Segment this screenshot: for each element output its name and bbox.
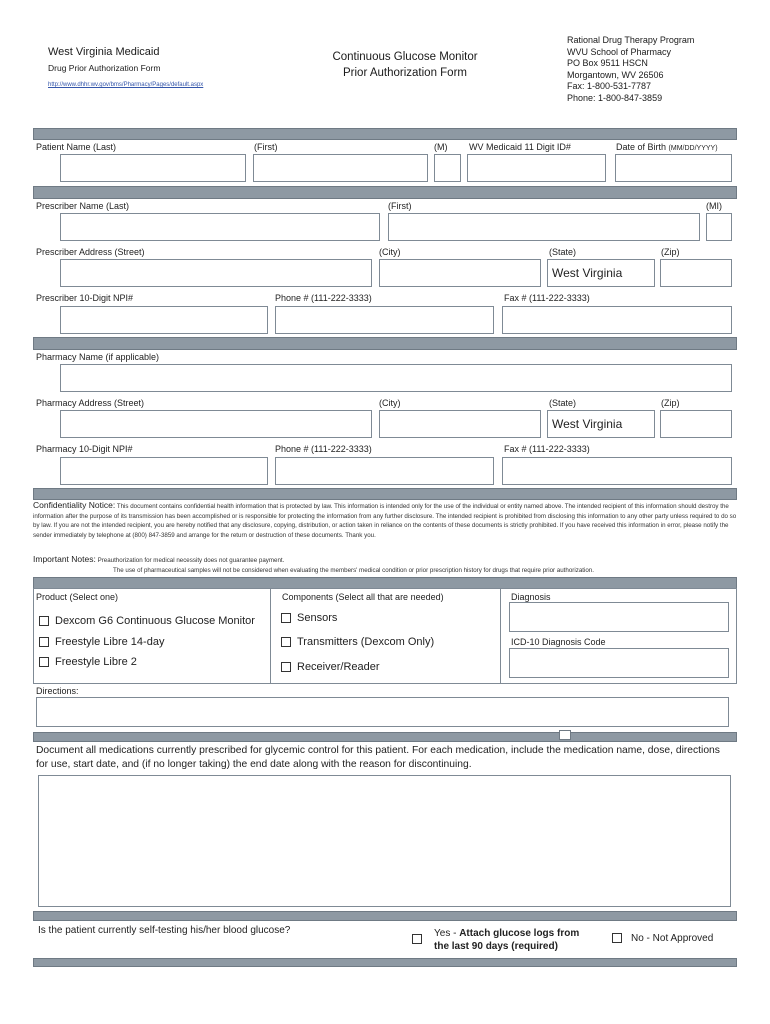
prescriber-street-input[interactable] [60,259,372,287]
confidentiality-notice [33,501,737,540]
section-bar-pharmacy [33,337,737,350]
self-test-question: Is the patient currently self-testing his/her blood glucose? [38,925,291,936]
dob-format: (MM/DD/YYYY) [668,145,718,152]
section-bar-notice [33,488,737,500]
prescriber-zip-label: (Zip) [661,247,680,257]
medicaid-id-label: WV Medicaid 11 Digit ID# [469,142,571,152]
pharmacy-state-input[interactable] [547,410,655,438]
yes-line2 [434,941,579,954]
pharmacy-name-label: Pharmacy Name (if applicable) [36,352,160,362]
section-bar-prescriber [33,186,737,199]
pharmacy-zip-label: (Zip) [661,398,680,408]
contact-line: WVU School of Pharmacy [567,46,672,57]
prescriber-city-label: (City) [379,247,401,257]
program-name: West Virginia Medicaid [48,46,160,58]
pharmacy-city-label: (City) [379,398,401,408]
contact-block [567,35,694,104]
diagnosis-input[interactable] [509,602,729,632]
components-header: Components (Select all that are needed) [282,592,444,602]
medications-instructions: Document all medications currently prescribed for glycemic control for this patient. For each medication, include the medication name, dose, directions for use, start date, and (if no longer taking) the end date along with the reason for discontinuing. [36,745,720,770]
contact-line: Fax: 1-800-531-7787 [567,81,652,91]
section-bar-patient [33,128,737,140]
component-option-receiver[interactable] [281,661,380,673]
dob-label-text: Date of Birth [616,142,667,152]
directions-input[interactable] [36,697,729,727]
prescriber-mi-input[interactable] [706,213,732,241]
prescriber-state-label: (State) [549,247,577,257]
pharmacy-state-label: (State) [549,398,577,408]
form-subtitle: Drug Prior Authorization Form [48,63,161,73]
checkbox[interactable] [281,613,291,623]
program-link[interactable]: http://www.dhhr.wv.gov/bms/Pharmacy/Pages/default.aspx [48,82,204,88]
prescriber-fax-label: Fax # (111-222-3333) [504,293,590,303]
yes-bold1: Attach glucose logs from [459,928,580,939]
prescriber-state-input[interactable] [547,259,655,287]
contact-line: PO Box 9511 HSCN [567,58,648,68]
checkbox[interactable] [39,657,49,667]
confidentiality-text: This document contains confidential health information that is protected by law. This information is intended only for the use of the individual or entity named above. The intended recipient of this information should destroy the information after the purpose of its transmission has been accomplished or is responsible for protecting the information from any further disclosure. The intended recipient is prohibited from disclosing this information to any other party unless required to do so by law. If you are not the intended recipient, you are hereby notified that any disclosure, copying, distribution, or action taken in reliance on the contents of these documents is strictly prohibited. If you have received this information in error, please notify the sender immediately by telephone at (800) 847-3859 and arrange for the return or destruction of these documents. Thank you. [33,503,737,539]
pharmacy-phone-label: Phone # (111-222-3333) [275,444,372,454]
yes-line1 [434,928,579,941]
patient-mi-input[interactable] [434,154,461,182]
prescriber-first-label: (First) [388,201,412,211]
component-option-sensors[interactable] [281,612,337,624]
divider [270,588,271,684]
medications-input[interactable] [38,775,731,907]
section-bar-selftest [33,911,737,921]
diagnosis-header: Diagnosis [511,592,551,602]
confidentiality-label: Confidentiality Notice: [33,500,116,510]
form-title-line2: Prior Authorization Form [343,67,467,79]
important-label: Important Notes: [33,554,96,564]
contact-line: Phone: 1-800-847-3859 [567,92,663,103]
checkbox[interactable] [412,934,422,944]
product-option-libre2[interactable] [39,656,137,668]
prescriber-phone-label: Phone # (111-222-3333) [275,293,372,303]
prescriber-city-input[interactable] [379,259,541,287]
checkbox[interactable] [281,662,291,672]
checkbox[interactable] [281,637,291,647]
important-notes [33,555,737,566]
form-title [300,49,510,81]
section-bar-bottom [33,958,737,967]
important-line1: Preauthorization for medical necessity does not guarantee payment. [97,557,285,564]
option-label: Freestyle Libre 2 [55,656,137,668]
icd-input[interactable] [509,648,729,678]
product-option-libre14[interactable] [39,636,164,648]
prescriber-zip-input[interactable] [660,259,732,287]
prescriber-npi-label: Prescriber 10-Digit NPI# [36,293,134,303]
medicaid-id-input[interactable] [467,154,606,182]
prescriber-last-input[interactable] [60,213,380,241]
section-bar-medications [33,732,737,742]
prescriber-npi-input[interactable] [60,306,268,334]
pharmacy-fax-label: Fax # (111-222-3333) [504,444,590,454]
pharmacy-fax-input[interactable] [502,457,732,485]
patient-first-label: (First) [254,142,278,152]
checkbox[interactable] [39,616,49,626]
icd-label: ICD-10 Diagnosis Code [511,637,606,647]
divider [500,588,501,684]
pharmacy-zip-input[interactable] [660,410,732,438]
checkbox[interactable] [39,637,49,647]
patient-mi-label: (M) [434,142,448,152]
yes-prefix: Yes - [434,928,460,939]
self-test-yes-text [434,928,579,953]
product-header: Product (Select one) [36,592,119,602]
contact-line: Rational Drug Therapy Program [567,35,695,45]
patient-last-label: Patient Name (Last) [36,142,117,152]
prescriber-first-input[interactable] [388,213,700,241]
pharmacy-npi-input[interactable] [60,457,268,485]
pharmacy-state-value: West Virginia [552,417,623,431]
pharmacy-phone-input[interactable] [275,457,494,485]
component-option-transmitters[interactable] [281,636,434,648]
option-label: Dexcom G6 Continuous Glucose Monitor [55,615,255,627]
no-label: No - Not Approved [631,933,714,944]
contact-line: Morgantown, WV 26506 [567,69,664,80]
self-test-no-option[interactable] [612,933,713,944]
pharmacy-npi-label: Pharmacy 10-Digit NPI# [36,444,133,454]
dob-label [616,142,718,152]
pharmacy-name-input[interactable] [60,364,732,392]
checkbox[interactable] [612,933,622,943]
pharmacy-street-label: Pharmacy Address (Street) [36,398,145,408]
header [0,0,770,125]
product-option-dexcom[interactable] [39,615,255,627]
yes-bold2: the last 90 days (required) [434,940,558,952]
prescriber-mi-label: (MI) [706,201,722,211]
option-label: Sensors [297,612,338,624]
patient-first-input[interactable] [253,154,428,182]
prescriber-fax-input[interactable] [502,306,732,334]
patient-last-input[interactable] [60,154,246,182]
prescriber-street-label: Prescriber Address (Street) [36,247,145,257]
dob-input[interactable] [615,154,732,182]
option-label: Freestyle Libre 14-day [55,636,165,648]
option-label: Receiver/Reader [297,661,380,673]
important-notes-line2: The use of pharmaceutical samples will not be considered when evaluating the members' medical condition or prior prescription history for drugs that require prior authorization. [113,567,594,574]
form-title-line1: Continuous Glucose Monitor [332,51,478,63]
directions-label: Directions: [36,686,79,696]
pharmacy-street-input[interactable] [60,410,372,438]
option-label: Transmitters (Dexcom Only) [297,636,435,648]
pharmacy-city-input[interactable] [379,410,541,438]
prescriber-state-value: West Virginia [552,266,623,280]
prescriber-phone-input[interactable] [275,306,494,334]
bar-marker [559,730,571,740]
prescriber-last-label: Prescriber Name (Last) [36,201,130,211]
